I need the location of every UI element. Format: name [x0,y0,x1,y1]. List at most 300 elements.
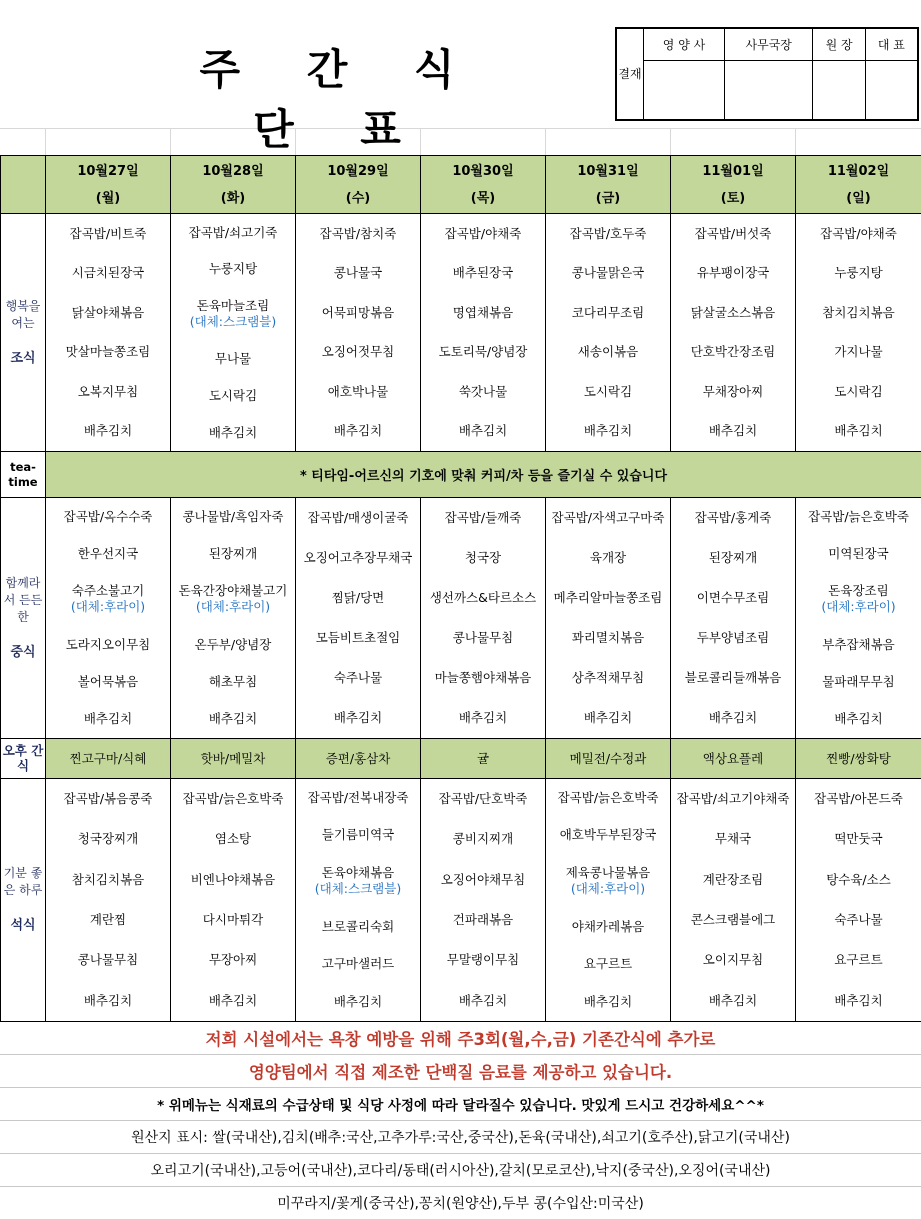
menu-item [546,710,670,726]
menu-item [46,305,170,321]
menu-item [796,509,921,525]
menu-item-name: 배추김치 [459,993,507,1008]
menu-item [171,791,295,807]
date: 11월02일 [796,158,921,185]
menu-item-name: 된장찌개 [209,546,257,561]
meal-tagline: 기분 좋은 하루 [4,866,43,897]
menu-item [46,583,170,615]
substitute-note: (대체:후라이) [796,599,921,615]
snack-cell: 액상요플레 [671,738,796,778]
menu-item-name: 배추김치 [84,423,132,438]
meal-cell [46,498,170,737]
meal-cell [671,498,795,737]
substitute-note: (대체:스크램블) [296,881,420,897]
menu-item-name: 도시락김 [834,384,882,399]
lunch-row [1,498,921,738]
grid-line [795,128,796,155]
day-header [546,156,671,214]
menu-item [296,265,420,281]
menu-item [171,637,295,653]
meal-cell [171,498,295,737]
menu-item-name: 꽈리멸치볶음 [572,630,644,645]
menu-item [796,226,921,242]
menu-item-name: 잡곡밥/야채죽 [445,226,522,241]
breakfast-row [1,214,921,452]
menu-item-name: 숙주소불고기 [72,583,144,598]
day-header [171,156,296,214]
menu-item-name: 잡곡밥/쇠고기야채죽 [677,791,790,806]
menu-item-name: 코다리무조림 [572,305,644,320]
date: 10월31일 [546,158,670,185]
menu-item-name: 콩나물맑은국 [572,265,644,280]
menu-item-name: 잡곡밥/들깨죽 [445,510,522,525]
menu-item-name: 온두부/양념장 [195,637,272,652]
menu-item [796,872,921,888]
menu-item-name: 잡곡밥/홍게죽 [695,510,772,525]
menu-item-name: 잡곡밥/옥수수죽 [64,509,153,524]
menu-item [171,711,295,727]
menu-item [296,919,420,935]
menu-item [171,872,295,888]
day-header [671,156,796,214]
menu-item-name: 애호박나물 [328,384,388,399]
menu-item-name: 도시락김 [209,388,257,403]
menu-item-name: 무채국 [715,831,751,846]
menu-item [671,993,795,1009]
menu-item [796,344,921,360]
menu-item [421,872,545,888]
substitute-note: (대체:후라이) [546,881,670,897]
menu-item [46,831,170,847]
menu-item [546,670,670,686]
menu-item [46,423,170,439]
menu-item [671,305,795,321]
meal-cell [46,779,170,1021]
menu-item-name: 배추김치 [834,423,882,438]
menu-item-name: 고구마샐러드 [322,956,394,971]
menu-item-name: 가지나물 [834,344,882,359]
menu-item-name: 잡곡밥/참치죽 [320,226,397,241]
menu-item-name: 도토리묵/양념장 [439,344,528,359]
menu-item-name: 무장아찌 [209,952,257,967]
snack-cell: 귤 [421,738,546,778]
menu-item [546,956,670,972]
menu-item-name: 배추된장국 [453,265,513,280]
menu-item [546,344,670,360]
menu-item [296,305,420,321]
menu-item [296,710,420,726]
menu-item-name: 요구르트 [834,952,882,967]
weekday: (금) [546,185,670,212]
signature-box[interactable] [644,61,725,120]
signature-box[interactable] [725,61,813,120]
menu-item [671,550,795,566]
approval-label: 결재 [617,29,644,120]
menu-item-name: 배추김치 [834,711,882,726]
menu-item [421,550,545,566]
menu-item-name: 콩나물국 [334,265,382,280]
origin-label: 미꾸라지/꽃게(중국산),꽁치(원양산),두부 콩(수입산:미국산) [0,1187,921,1219]
menu-item [546,226,670,242]
menu-item [171,546,295,562]
menu-item-name: 계란장조림 [703,872,763,887]
menu-item [671,710,795,726]
menu-item [796,265,921,281]
menu-item-name: 오징어고추장무채국 [304,550,413,565]
menu-item-name: 닭살야채볶음 [72,305,144,320]
menu-item-name: 무나물 [215,351,251,366]
meal-cell [171,779,295,1021]
date: 10월27일 [46,158,170,185]
menu-item-name: 탕수육/소스 [826,872,891,887]
menu-item-name: 계란찜 [90,912,126,927]
weekday: (수) [296,185,420,212]
menu-item-name: 배추김치 [459,423,507,438]
menu-item-name: 해초무침 [209,674,257,689]
menu-item-name: 명엽채볶음 [453,305,513,320]
teatime-label: tea-time [1,452,46,498]
menu-item-name: 누룽지탕 [834,265,882,280]
menu-item-name: 잡곡밥/호두죽 [570,226,647,241]
snack-cell: 찐고구마/식혜 [46,738,171,778]
menu-item-name: 잡곡밥/아몬드죽 [814,791,903,806]
menu-item [671,952,795,968]
menu-item [671,226,795,242]
day-header [46,156,171,214]
menu-item [671,384,795,400]
menu-item [671,872,795,888]
teatime-row [1,452,921,498]
page-title: 주 간 식 단 표 [150,40,530,100]
meal-label-breakfast [1,214,46,452]
meal-cell [796,779,921,1021]
menu-item-name: 잡곡밥/늙은호박죽 [558,790,659,805]
menu-item-name: 건파래볶음 [453,912,513,927]
menu-change-note: * 위메뉴는 식재료의 수급상태 및 식당 사정에 따라 달라질수 있습니다. 맛있게 드시고 건강하세요^^* [0,1088,921,1121]
corner-cell [1,156,46,214]
menu-item [171,912,295,928]
snack-cell: 핫바/메밀차 [171,738,296,778]
menu-item-name: 잡곡밥/매생이굴죽 [308,510,409,525]
menu-item [46,993,170,1009]
menu-item [296,423,420,439]
footer-notes [0,1022,921,1219]
menu-item [796,305,921,321]
menu-item-name: 배추김치 [709,993,757,1008]
menu-item-name: 들기름미역국 [322,827,394,842]
meal-cell [171,214,295,451]
menu-item [171,388,295,404]
menu-item [171,583,295,615]
menu-item-name: 콩나물밥/흑임자죽 [183,509,284,524]
meal-cell [421,498,545,737]
menu-item-name: 배추김치 [709,710,757,725]
meal-cell [796,214,921,451]
menu-item-name: 숙주나물 [334,670,382,685]
menu-item [796,952,921,968]
menu-item [546,590,670,606]
menu-item [546,994,670,1010]
date: 10월28일 [171,158,295,185]
menu-item [171,261,295,277]
day-header [296,156,421,214]
menu-item-name: 메추리알마늘쫑조림 [554,590,663,605]
menu-item-name: 돈육야채볶음 [322,865,394,880]
menu-item [546,790,670,806]
meal-cell [296,779,420,1021]
menu-item [171,993,295,1009]
menu-item-name: 배추김치 [84,993,132,1008]
approval-role: 영 양 사 [644,29,725,61]
menu-item-name: 이면수무조림 [697,590,769,605]
menu-item [421,510,545,526]
weekly-menu-table [0,155,921,1022]
menu-item [46,872,170,888]
meal-name: 석식 [1,917,45,934]
menu-item [546,550,670,566]
menu-item [546,510,670,526]
menu-item-name: 잡곡밥/자색고구마죽 [552,510,665,525]
menu-item [296,670,420,686]
menu-item [796,711,921,727]
menu-item [671,265,795,281]
menu-item [296,384,420,400]
approval-role: 사무국장 [725,29,813,61]
menu-item [546,265,670,281]
menu-item-name: 배추김치 [459,710,507,725]
menu-item [46,546,170,562]
menu-item-name: 마늘쫑햄야채볶음 [435,670,532,685]
menu-item [546,919,670,935]
menu-item-name: 생선까스&타르소스 [430,590,536,605]
menu-item-name: 오이지무침 [703,952,763,967]
menu-item-name: 콩비지찌개 [453,831,513,846]
menu-item [46,674,170,690]
menu-item [671,831,795,847]
snack-label: 오후 간식 [1,738,46,778]
menu-item [421,791,545,807]
menu-item-name: 배추김치 [584,994,632,1009]
menu-item [421,305,545,321]
menu-item [546,865,670,897]
menu-item [421,265,545,281]
menu-item-name: 잡곡밥/늙은호박죽 [183,791,284,806]
meal-cell [546,498,670,737]
menu-item [296,994,420,1010]
menu-item [421,993,545,1009]
menu-item-name: 염소탕 [215,831,251,846]
menu-item-name: 미역된장국 [828,546,888,561]
meal-name: 중식 [1,644,45,661]
meal-cell [671,214,795,451]
date: 10월29일 [296,158,420,185]
meal-cell [46,214,170,451]
weekday: (화) [171,185,295,212]
origin-label: 오리고기(국내산),고등어(국내산),코다리/동태(러시아산),갈치(모로코산),낙지(중국산),오징어(국내산) [0,1154,921,1187]
menu-item-name: 도시락김 [584,384,632,399]
menu-item [671,912,795,928]
menu-item-name: 잡곡밥/늙은호박죽 [808,509,909,524]
menu-item-name: 찜닭/당면 [332,590,385,605]
dinner-row [1,778,921,1021]
menu-item [296,510,420,526]
menu-item-name: 참치김치볶음 [822,305,894,320]
menu-item-name: 배추김치 [84,711,132,726]
menu-item [796,583,921,615]
menu-item [671,344,795,360]
menu-item [796,637,921,653]
menu-item [421,710,545,726]
signature-box[interactable] [813,61,865,120]
meal-label-lunch [1,498,46,738]
menu-item [296,956,420,972]
meal-cell [296,498,420,737]
approval-role: 대 표 [865,29,917,61]
menu-item-name: 배추김치 [584,710,632,725]
date: 10월30일 [421,158,545,185]
menu-item-name: 도라지오이무침 [66,637,151,652]
menu-item [671,630,795,646]
menu-item-name: 브로콜리숙회 [322,919,394,934]
menu-item [46,711,170,727]
snack-cell: 찐빵/쌍화탕 [796,738,921,778]
menu-item-name: 요구르트 [584,956,632,971]
menu-item-name: 배추김치 [209,993,257,1008]
menu-item [296,865,420,897]
menu-item [796,384,921,400]
menu-item-name: 상추적채무침 [572,670,644,685]
grid-line [0,128,921,129]
menu-item-name: 비엔나야채볶음 [191,872,276,887]
grid-line [170,128,171,155]
menu-item-name: 야채카레볶음 [572,919,644,934]
menu-item [296,630,420,646]
menu-item [46,344,170,360]
menu-item [171,509,295,525]
day-header [421,156,546,214]
menu-item [546,384,670,400]
menu-item [46,952,170,968]
menu-item-name: 물파래무무침 [822,674,894,689]
menu-item-name: 오복지무침 [78,384,138,399]
menu-item [546,305,670,321]
menu-item-name: 청국장 [465,550,501,565]
grid-line [45,128,46,155]
menu-item-name: 배추김치 [209,711,257,726]
menu-item-name: 닭살굴소스볶음 [691,305,776,320]
menu-item-name: 배추김치 [584,423,632,438]
meal-cell [671,779,795,1021]
grid-line [670,128,671,155]
menu-item-name: 잡곡밥/단호박죽 [439,791,528,806]
menu-item-name: 배추김치 [334,710,382,725]
substitute-note: (대체:후라이) [171,599,295,615]
menu-item-name: 돈육마늘조림 [197,298,269,313]
menu-item-name: 잡곡밥/비트죽 [70,226,147,241]
menu-item [796,912,921,928]
menu-item-name: 콘스크램블에그 [691,912,776,927]
menu-item [296,827,420,843]
menu-item-name: 참치김치볶음 [72,872,144,887]
menu-item [171,952,295,968]
meal-cell [296,214,420,451]
menu-item [796,791,921,807]
menu-item [171,225,295,241]
menu-item-name: 청국장찌개 [78,831,138,846]
meal-cell [421,779,545,1021]
meal-cell [421,214,545,451]
signature-box[interactable] [865,61,917,120]
menu-item [46,637,170,653]
menu-item-name: 부추잡채볶음 [822,637,894,652]
menu-item-name: 유부팽이장국 [697,265,769,280]
menu-item-name: 모듬비트초절임 [316,630,401,645]
menu-item-name: 무말랭이무침 [447,952,519,967]
snack-cell: 증편/홍삼차 [296,738,421,778]
teatime-note: * 티타임-어르신의 기호에 맞춰 커피/차 등을 즐기실 수 있습니다 [46,452,921,498]
menu-item-name: 애호박두부된장국 [560,827,657,842]
menu-item [421,831,545,847]
weekday: (일) [796,185,921,212]
menu-item [796,831,921,847]
menu-item [171,674,295,690]
menu-item-name: 오징어젓무침 [322,344,394,359]
meal-label-dinner [1,778,46,1021]
menu-item [421,344,545,360]
snack-cell: 메밀전/수정과 [546,738,671,778]
approval-box [615,27,919,121]
menu-item-name: 맛살마늘쫑조림 [66,344,151,359]
menu-item [421,423,545,439]
menu-item [421,670,545,686]
menu-item [46,509,170,525]
menu-item-name: 오징어야채무침 [441,872,526,887]
menu-item-name: 떡만둣국 [834,831,882,846]
substitute-note: (대체:스크램블) [171,314,295,330]
menu-item-name: 제육콩나물볶음 [566,865,651,880]
meal-name: 조식 [1,350,45,367]
menu-item [171,351,295,367]
menu-item-name: 배추김치 [709,423,757,438]
menu-item-name: 콩나물무침 [78,952,138,967]
meal-cell [546,779,670,1021]
menu-item-name: 돈육간장야채불고기 [179,583,288,598]
protein-notice: 영양팀에서 직접 제조한 단백질 음료를 제공하고 있습니다. [0,1055,921,1088]
menu-item-name: 잡곡밥/야채죽 [820,226,897,241]
meal-tagline: 함께라서 든든한 [4,576,43,624]
menu-item-name: 배추김치 [334,994,382,1009]
menu-item-name: 시금치된장국 [72,265,144,280]
menu-item [46,912,170,928]
menu-item-name: 배추김치 [834,993,882,1008]
menu-item-name: 잡곡밥/버섯죽 [695,226,772,241]
menu-item [796,993,921,1009]
origin-label: 원산지 표시: 쌀(국내산),김치(배추:국산,고추가루:국산,중국산),돈육(국내산),쇠고기(호주산),닭고기(국내산) [0,1121,921,1154]
menu-item [421,630,545,646]
menu-item-name: 무채장아찌 [703,384,763,399]
meal-cell [546,214,670,451]
weekday: (토) [671,185,795,212]
menu-item [421,912,545,928]
menu-item-name: 잡곡밥/쇠고기죽 [189,225,278,240]
menu-item-name: 새송이볶음 [578,344,638,359]
menu-item-name: 어묵피망볶음 [322,305,394,320]
menu-item [296,590,420,606]
menu-item [421,384,545,400]
menu-item [671,590,795,606]
menu-item [421,952,545,968]
menu-item [671,670,795,686]
